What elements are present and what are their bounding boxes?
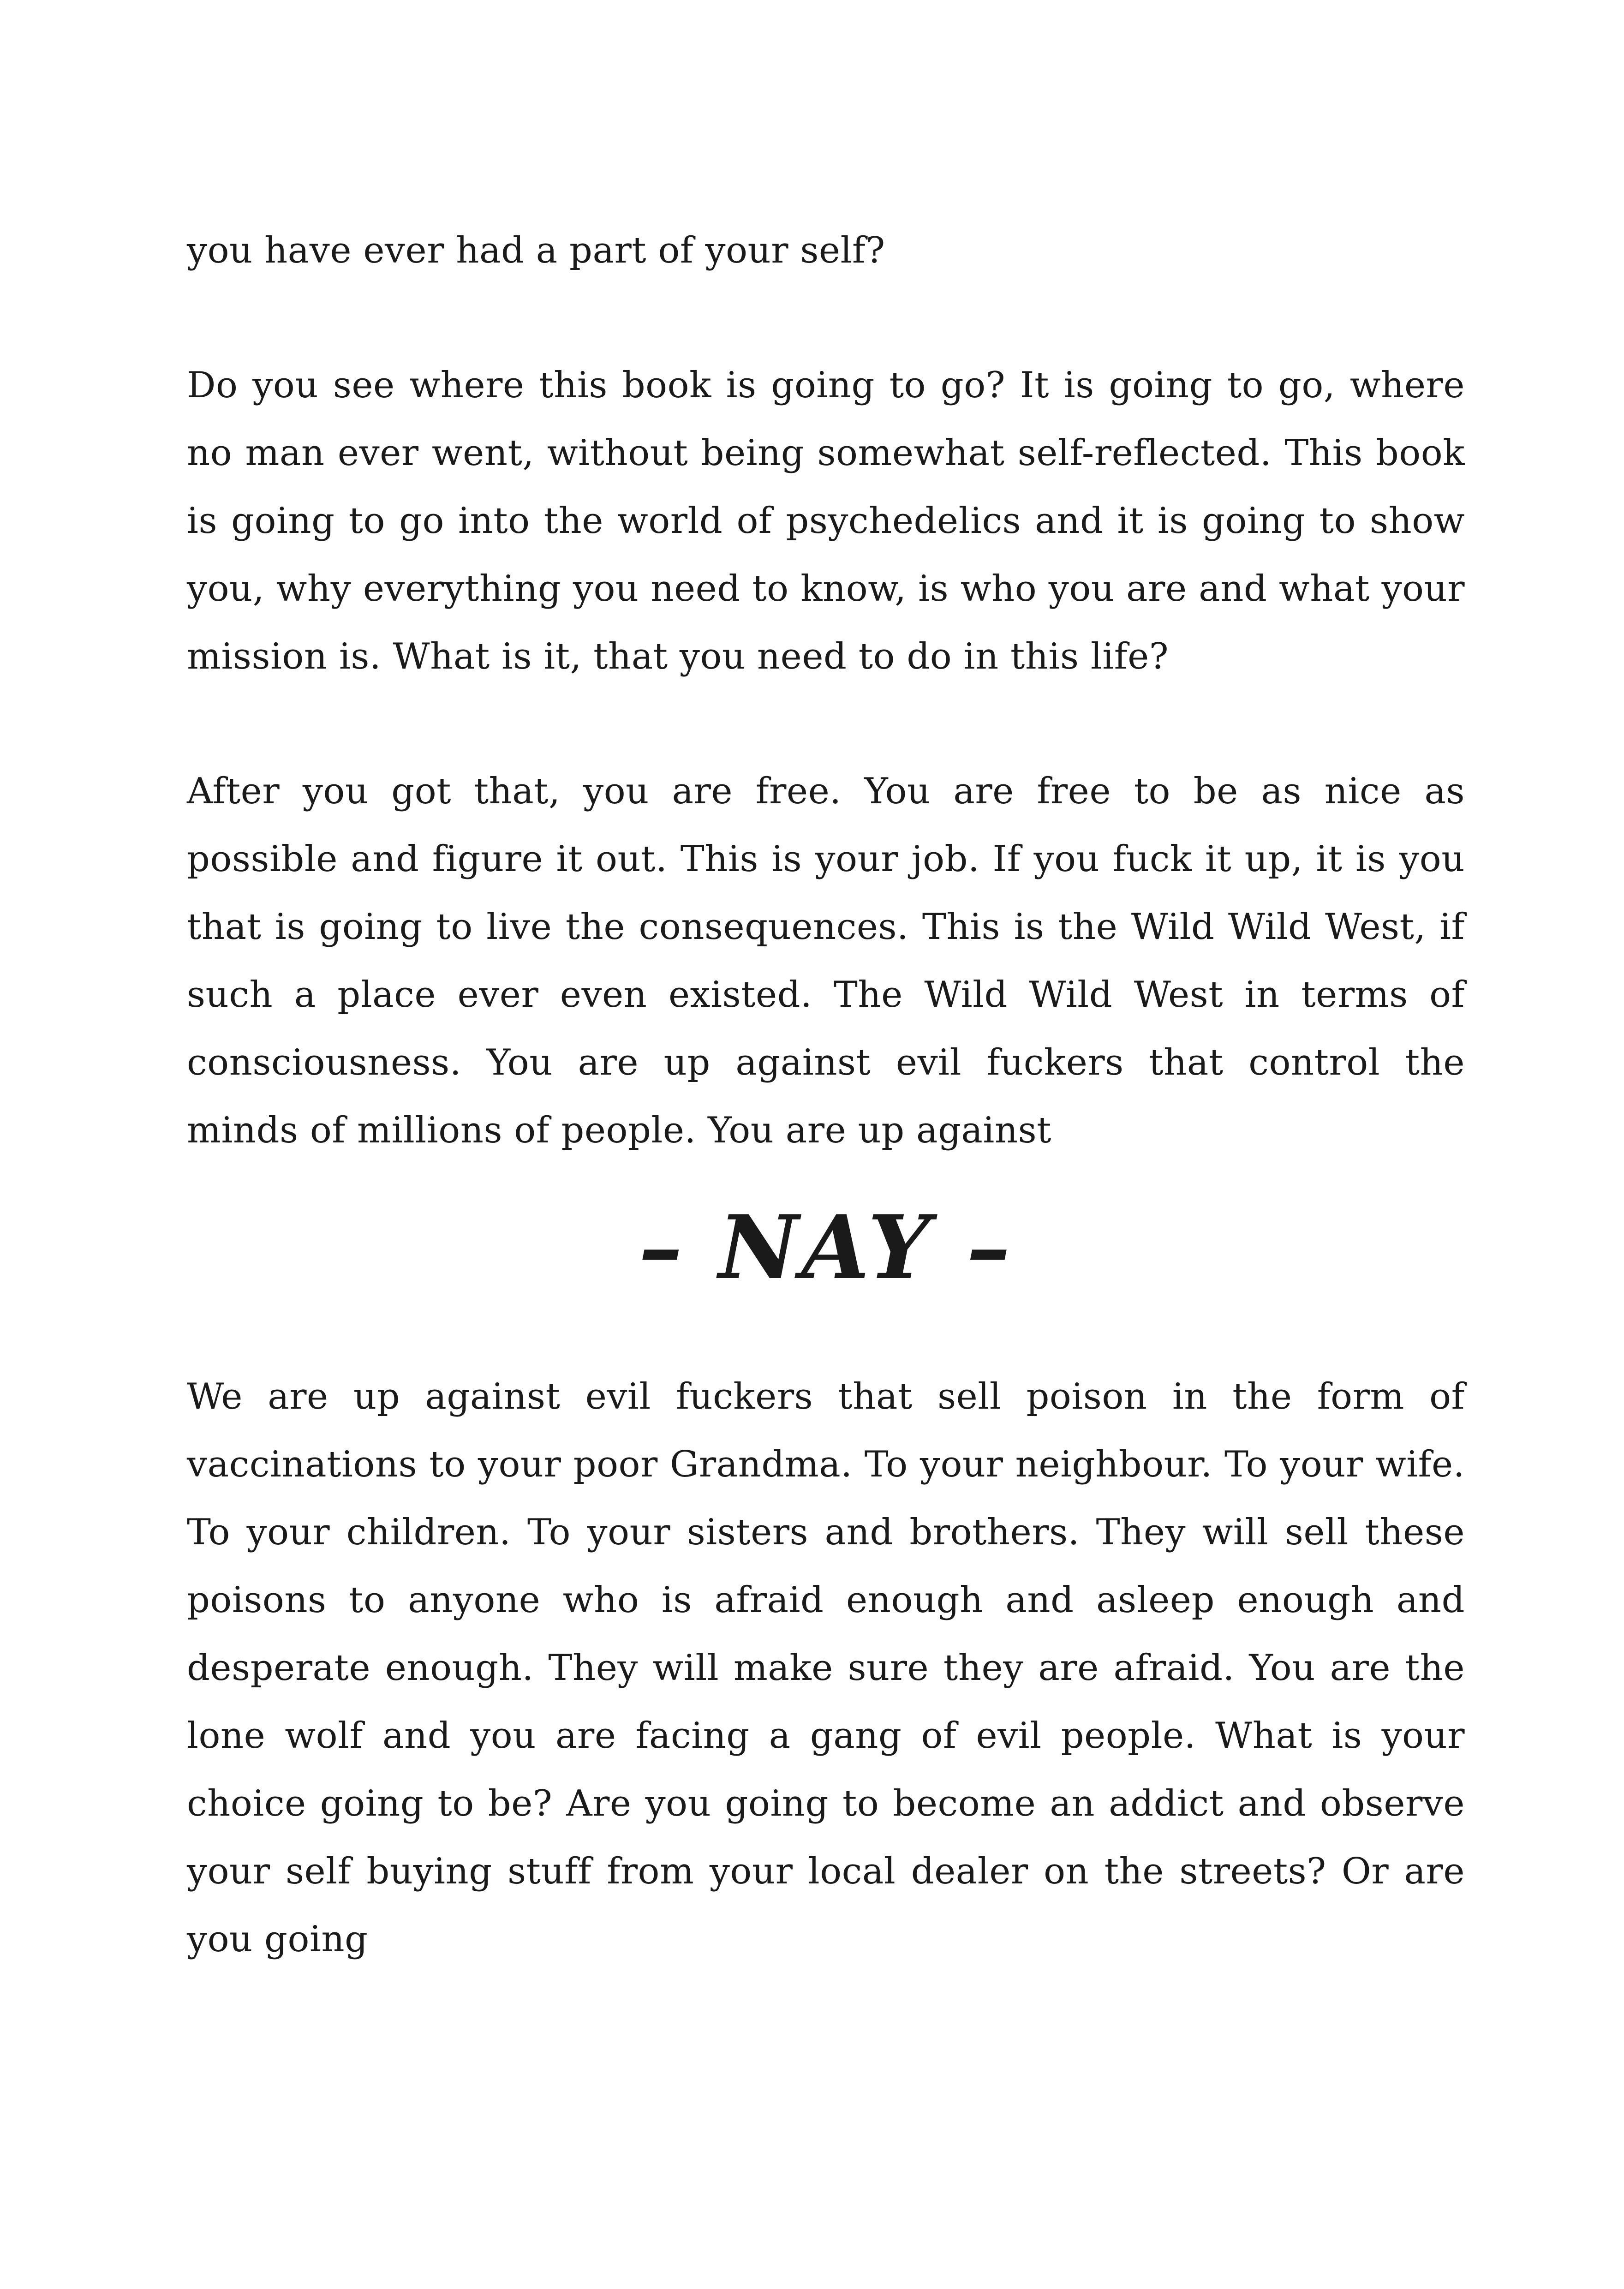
- paragraph-2: Do you see where this book is going to go? It is going to go, where no man ever went, without being somewhat self-reflected. This book is going to go into the world of psychedelics and it is going to show you, why everything you need to know, is who you are and what your mission is. What is it, that you need to do in this life?: [187, 365, 1465, 677]
- paragraph-4: We are up against evil fuckers that sell poison in the form of vaccinations to your poor Grandma. To your neighbour. To your wife. To your children. To your sisters and brothers. They will sell these poisons to anyone who is afraid enough and asleep enough and desperate enough. They will make sure they are afraid. You are the lone wolf and you are facing a gang of evil people. What is your choice going to be? Are you going to become an addict and observe your self buying stuff from your local dealer on the streets? Or are you going: [187, 1376, 1465, 1960]
- document-page: [187, 217, 1465, 1973]
- section-heading: – NAY –: [639, 1196, 1013, 1299]
- paragraph-gap: [187, 285, 1465, 352]
- paragraph-gap: [187, 691, 1465, 758]
- paragraph-3: After you got that, you are free. You are free to be as nice as possible and figure it out. This is your job. If you fuck it up, it is you that is going to live the consequences. This is the Wild Wild West, if such a place ever even existed. The Wild Wild West in terms of consciousness. You are up against evil fuckers that control the minds of millions of people. You are up against: [187, 771, 1465, 1151]
- paragraph-1: you have ever had a part of your self?: [187, 230, 885, 271]
